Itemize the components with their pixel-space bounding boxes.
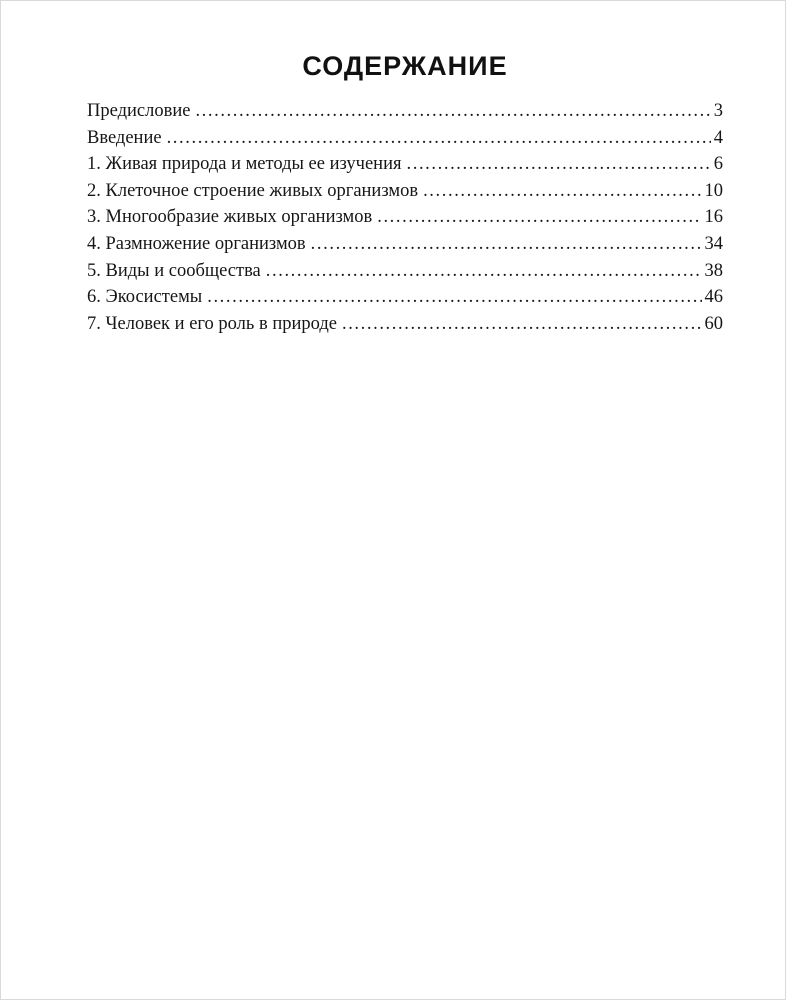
toc-entry [87,204,723,231]
toc-leader-dots [423,178,701,205]
toc-leader-dots [311,231,702,258]
page-content [1,1,785,337]
toc-leader-dots [266,258,702,285]
page-title: СОДЕРЖАНИЕ [302,51,508,81]
toc-entry [87,258,723,285]
toc-entry-label: 2. Клеточное строение живых организмов [87,180,419,201]
toc-entry-label: 3. Многообразие живых организмов [87,207,373,228]
toc-leader-dots [167,125,711,152]
toc-entry-label: 1. Живая природа и методы ее изучения [87,154,402,175]
toc-entry-page: 46 [704,287,723,308]
toc-entry [87,125,723,152]
toc-entry-page: 16 [704,207,723,228]
toc-entry-page: 60 [704,313,723,334]
toc-entry-page: 10 [704,180,723,201]
toc-list [87,98,723,337]
toc-leader-dots [407,151,711,178]
toc-leader-dots [195,98,710,125]
toc-entry-label: 6. Экосистемы [87,287,203,308]
toc-entry-label: Введение [87,127,162,148]
toc-entry-label: Предисловие [87,101,191,121]
toc-entry-page: 34 [704,233,723,254]
toc-entry [87,284,723,311]
toc-entry-label: 4. Размножение организмов [87,233,306,254]
toc-entry [87,178,723,205]
toc-leader-dots [377,204,701,231]
toc-entry-page: 6 [713,154,723,175]
toc-entry-label: 7. Человек и его роль в природе [87,313,337,334]
toc-leader-dots [342,311,702,338]
toc-entry [87,151,723,178]
toc-entry-page: 4 [713,127,723,148]
toc-entry-page: 38 [704,260,723,281]
toc-entry [87,311,723,338]
toc-entry-label: 5. Виды и сообщества [87,260,261,281]
toc-entry [87,231,723,258]
toc-leader-dots [207,284,701,311]
toc-entry-page: 3 [713,101,723,121]
toc-entry [87,98,723,125]
